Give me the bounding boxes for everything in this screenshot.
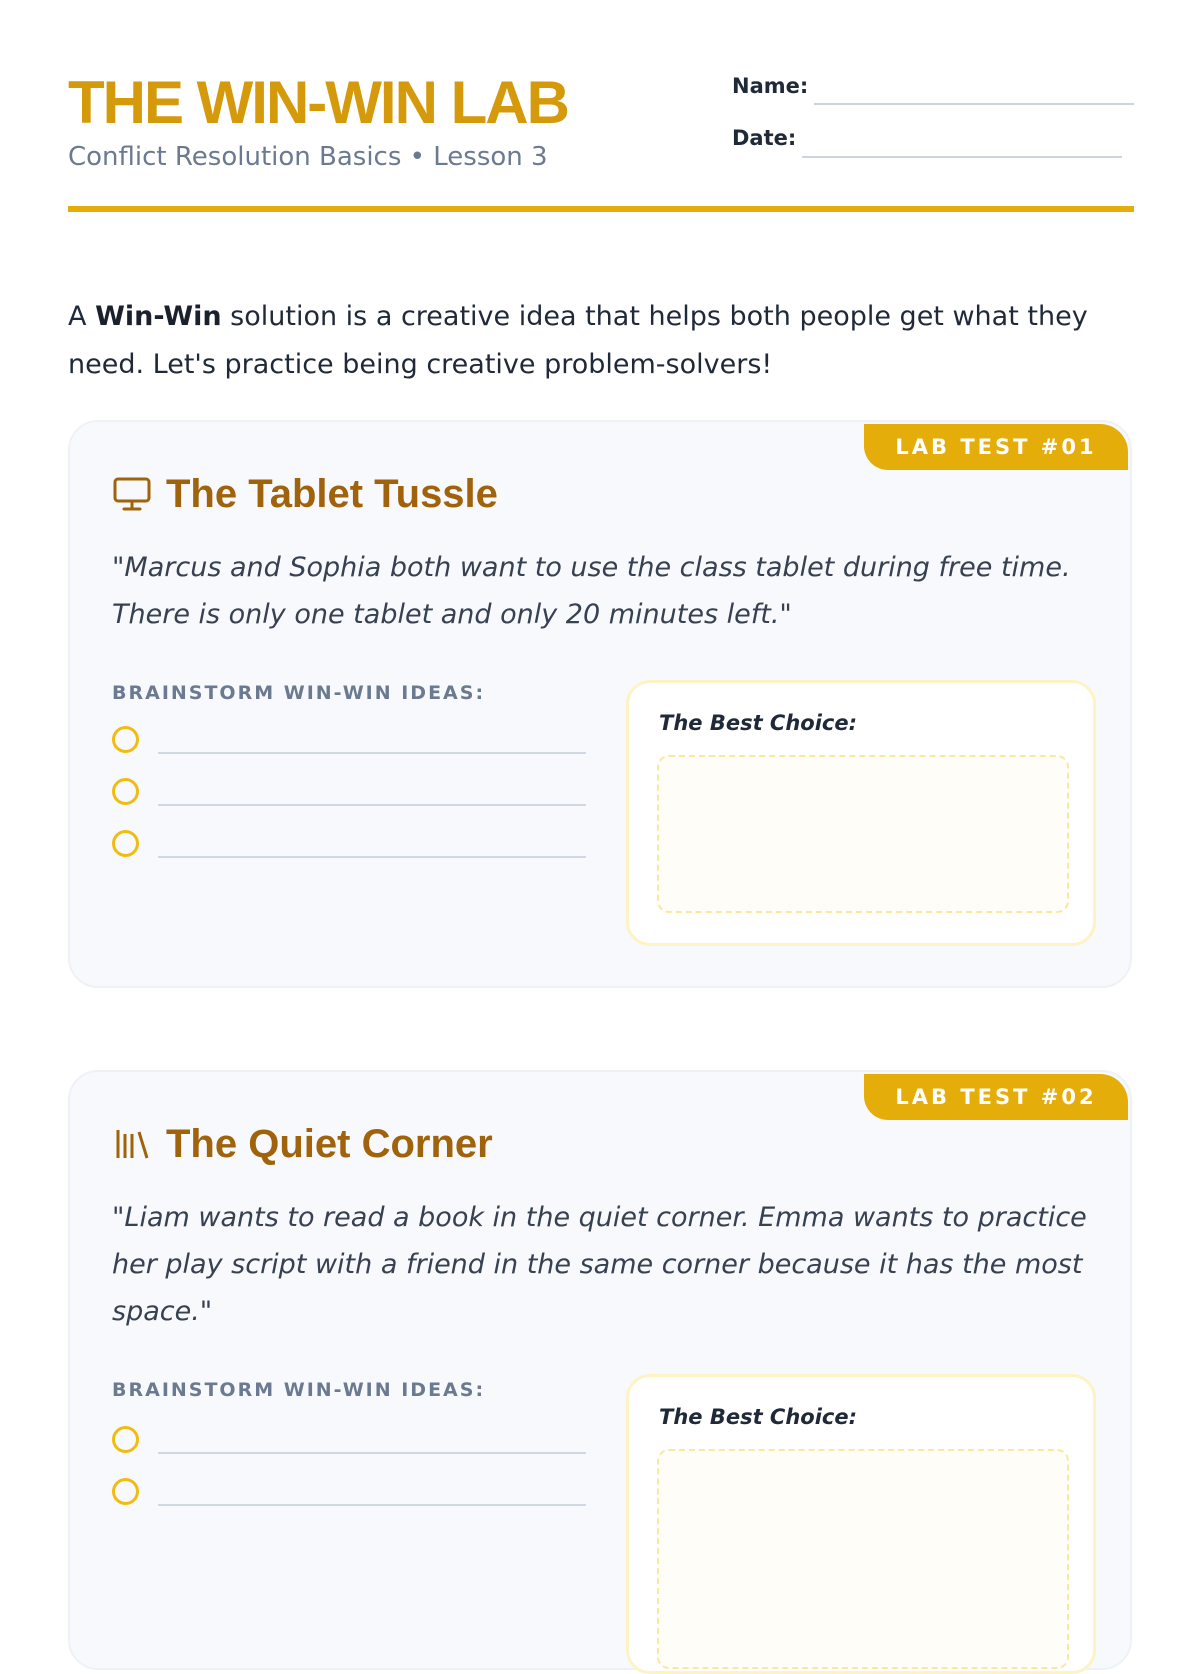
worksheet-subtitle: Conflict Resolution Basics • Lesson 3 <box>68 142 548 172</box>
best-choice-answer-area[interactable] <box>657 755 1069 913</box>
worksheet-title: THE WIN-WIN LAB <box>68 69 568 136</box>
lab-test-card <box>68 420 1132 988</box>
idea-item[interactable] <box>112 722 586 762</box>
card-title: The Quiet Corner <box>166 1122 493 1166</box>
scenario-text: "Liam wants to read a book in the quiet corner. Emma wants to practice her play script with a friend in the same corner because it has the most space." <box>112 1202 1087 1327</box>
best-choice-answer-area[interactable] <box>657 1449 1069 1669</box>
intro-prefix: A <box>68 301 96 332</box>
idea-write-line[interactable] <box>158 1504 586 1506</box>
idea-bullet-circle <box>112 1426 139 1453</box>
idea-bullet-circle <box>112 830 139 857</box>
card-title: The Tablet Tussle <box>166 472 498 516</box>
best-choice-label: The Best Choice: <box>659 1405 858 1429</box>
idea-item[interactable] <box>112 826 586 866</box>
lab-test-card <box>68 1070 1132 1670</box>
books-icon <box>112 1124 152 1164</box>
lab-test-badge: LAB TEST #01 <box>864 424 1128 470</box>
best-choice-label: The Best Choice: <box>659 711 858 735</box>
best-choice-box <box>626 1374 1096 1674</box>
idea-bullet-circle <box>112 778 139 805</box>
best-choice-box <box>626 680 1096 946</box>
intro-bold-term: Win-Win <box>95 301 222 332</box>
idea-write-line[interactable] <box>158 752 586 754</box>
intro-paragraph <box>68 293 1138 389</box>
monitor-icon <box>112 474 152 514</box>
intro-rest: solution is a creative idea that helps both people get what they need. Let's practice being creative problem-solvers! <box>68 301 1088 380</box>
idea-item[interactable] <box>112 1422 586 1462</box>
scenario-text: "Marcus and Sophia both want to use the class tablet during free time. There is only one tablet and only 20 minutes left." <box>112 552 1071 630</box>
idea-item[interactable] <box>112 1474 586 1514</box>
idea-write-line[interactable] <box>158 804 586 806</box>
idea-bullet-circle <box>112 1478 139 1505</box>
brainstorm-label: BRAINSTORM WIN-WIN IDEAS: <box>112 682 486 704</box>
brainstorm-label: BRAINSTORM WIN-WIN IDEAS: <box>112 1379 486 1401</box>
worksheet-header <box>68 60 1134 212</box>
idea-item[interactable] <box>112 774 586 814</box>
date-label: Date: <box>732 126 797 150</box>
lab-test-badge: LAB TEST #02 <box>864 1074 1128 1120</box>
idea-write-line[interactable] <box>158 856 586 858</box>
name-field[interactable] <box>814 103 1134 105</box>
idea-bullet-circle <box>112 726 139 753</box>
header-divider <box>68 206 1134 212</box>
idea-write-line[interactable] <box>158 1452 586 1454</box>
name-label: Name: <box>732 74 809 98</box>
date-field[interactable] <box>802 156 1122 158</box>
